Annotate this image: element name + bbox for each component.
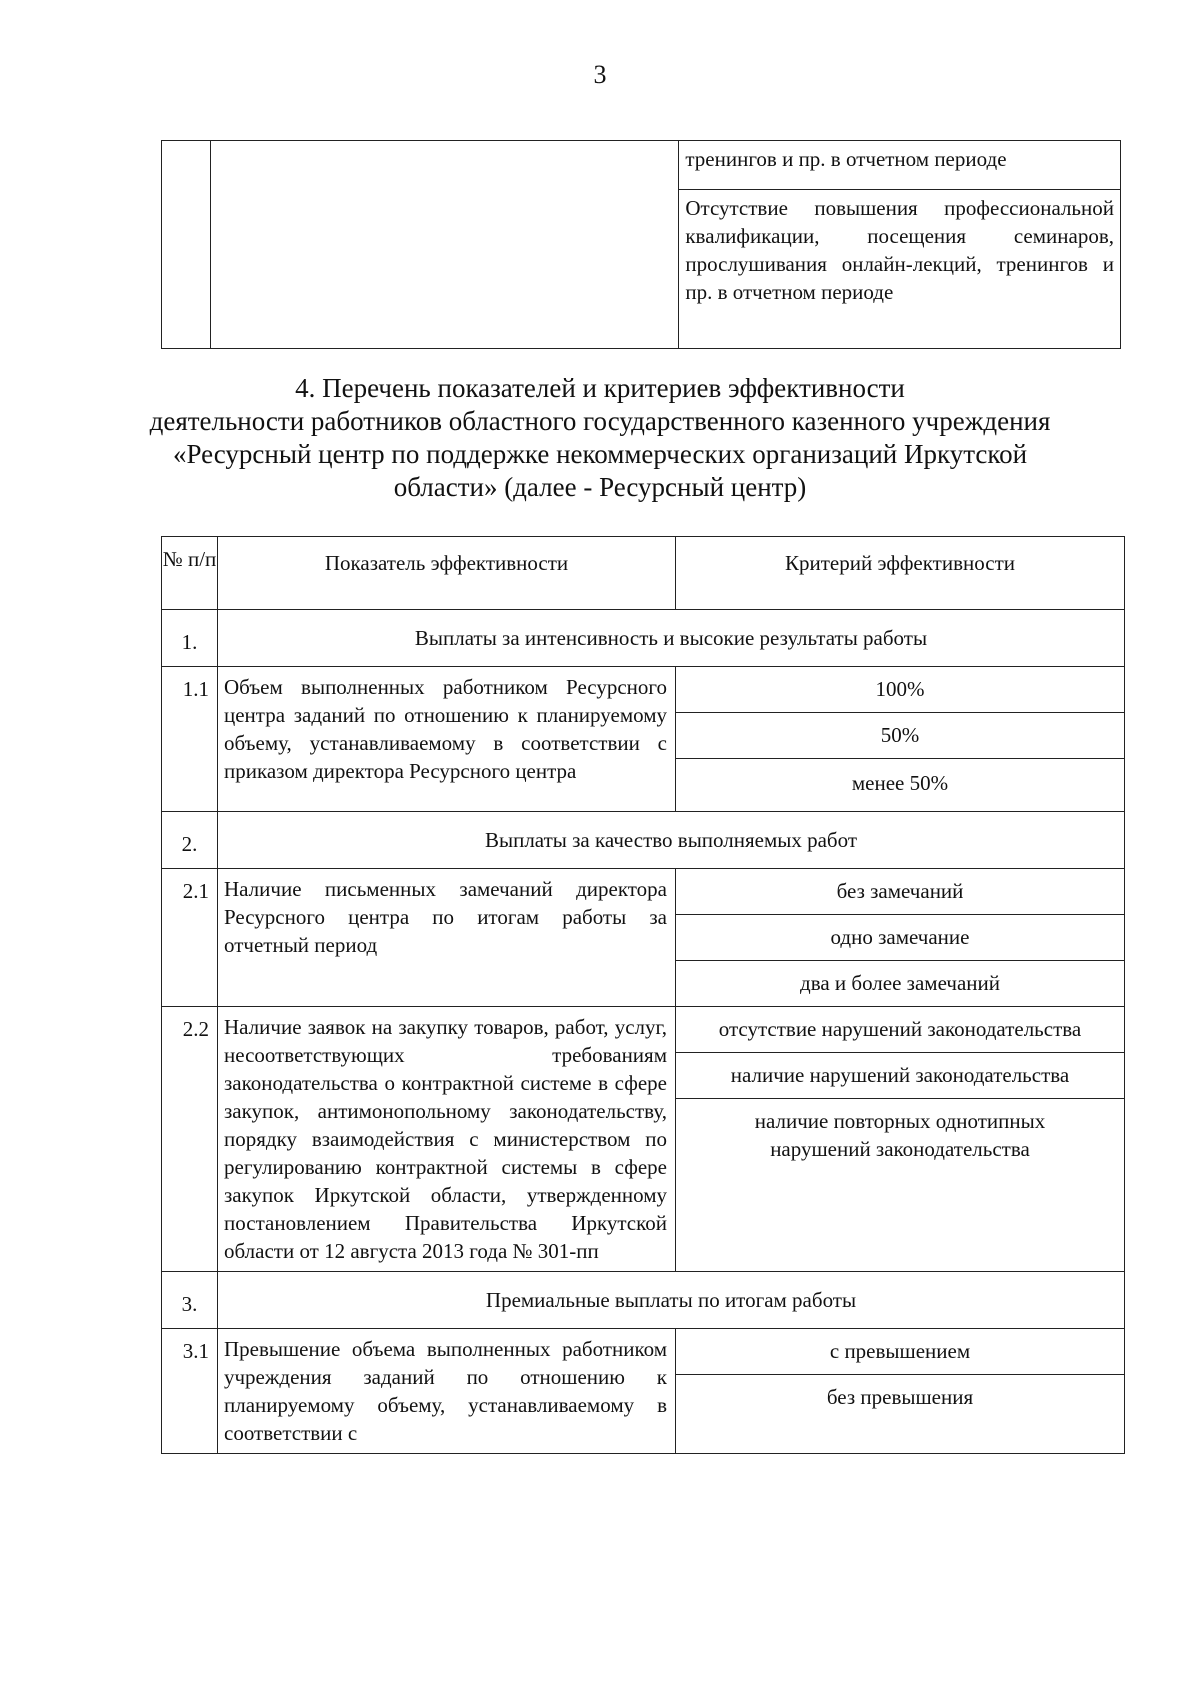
criteria-table — [161, 536, 1125, 1454]
header-criterion: Критерий эффективности — [676, 537, 1125, 610]
group-title: Премиальные выплаты по итогам работы — [218, 1272, 1125, 1329]
indicator-text: Превышение объема выполненных работником учреждения заданий по отношению к планируемому объему, устанавливаемому в соответствии с — [218, 1329, 676, 1454]
section-title-line: деятельности работников областного государственного казенного учреждения — [149, 406, 1051, 436]
empty-num-cell — [162, 141, 211, 349]
section-title — [100, 372, 1100, 504]
criterion-item: наличие повторных однотипных нарушений законодательства — [754, 1109, 1046, 1161]
section-title-line: 4. Перечень показателей и критериев эффективности — [295, 373, 905, 403]
table-row — [162, 667, 1125, 812]
table-row — [162, 1329, 1125, 1454]
header-indicator: Показатель эффективности — [218, 537, 676, 610]
criterion-item: с превышением — [676, 1329, 1124, 1375]
table-row — [162, 1007, 1125, 1272]
continuation-criterion-2: Отсутствие повышения профессиональной квалификации, посещения семинаров, прослушивания онлайн-лекций, тренингов и пр. в отчетном периоде — [679, 190, 1121, 349]
criteria-cell — [676, 1007, 1125, 1272]
row-num: 2.1 — [162, 869, 218, 1007]
criteria-cell — [676, 869, 1125, 1007]
criterion-item: наличие нарушений законодательства — [676, 1053, 1124, 1099]
criterion-item: отсутствие нарушений законодательства — [676, 1007, 1124, 1053]
criteria-cell — [676, 1329, 1125, 1454]
header-num: № п/п — [162, 537, 218, 610]
group-num: 3. — [162, 1272, 218, 1329]
group-title: Выплаты за интенсивность и высокие результаты работы — [218, 610, 1125, 667]
criteria-cell — [676, 667, 1125, 812]
criterion-item: одно замечание — [676, 915, 1124, 961]
section-title-line: «Ресурсный центр по поддержке некоммерческих организаций Иркутской — [172, 439, 1028, 469]
group-title: Выплаты за качество выполняемых работ — [218, 812, 1125, 869]
criterion-item: 50% — [676, 713, 1124, 759]
indicator-text: Наличие заявок на закупку товаров, работ, услуг, несоответствующих требованиям законодательства о контрактной системе в сфере закупок, антимонопольному законодательству, порядку взаимодействия с министерством по регулированию контрактной системы в сфере закупок Иркутской области, утвержденному постановлением Правительства Иркутской области от 12 августа 2013 года № 301-пп — [218, 1007, 676, 1272]
group-row — [162, 812, 1125, 869]
criterion-item: 100% — [676, 667, 1124, 713]
group-row — [162, 1272, 1125, 1329]
criterion-item: два и более замечаний — [800, 971, 1000, 995]
section-title-line: области» (далее - Ресурсный центр) — [393, 472, 807, 502]
continuation-table — [161, 140, 1121, 349]
page-number: 3 — [593, 60, 607, 89]
row-num: 2.2 — [162, 1007, 218, 1272]
row-num: 3.1 — [162, 1329, 218, 1454]
criterion-item: без превышения — [826, 1385, 974, 1409]
table-row — [162, 869, 1125, 1007]
group-num: 2. — [162, 812, 218, 869]
table-header-row — [162, 537, 1125, 610]
row-num: 1.1 — [162, 667, 218, 812]
indicator-text: Наличие письменных замечаний директора Ресурсного центра по итогам работы за отчетный период — [218, 869, 676, 1007]
continuation-criterion-1: тренингов и пр. в отчетном периоде — [679, 141, 1121, 190]
empty-indicator-cell — [210, 141, 679, 349]
criterion-item: без замечаний — [676, 869, 1124, 915]
group-num: 1. — [162, 610, 218, 667]
group-row — [162, 610, 1125, 667]
indicator-text: Объем выполненных работником Ресурсного центра заданий по отношению к планируемому объему, устанавливаемому в соответствии с приказом директора Ресурсного центра — [218, 667, 676, 812]
criterion-item: менее 50% — [851, 771, 949, 795]
